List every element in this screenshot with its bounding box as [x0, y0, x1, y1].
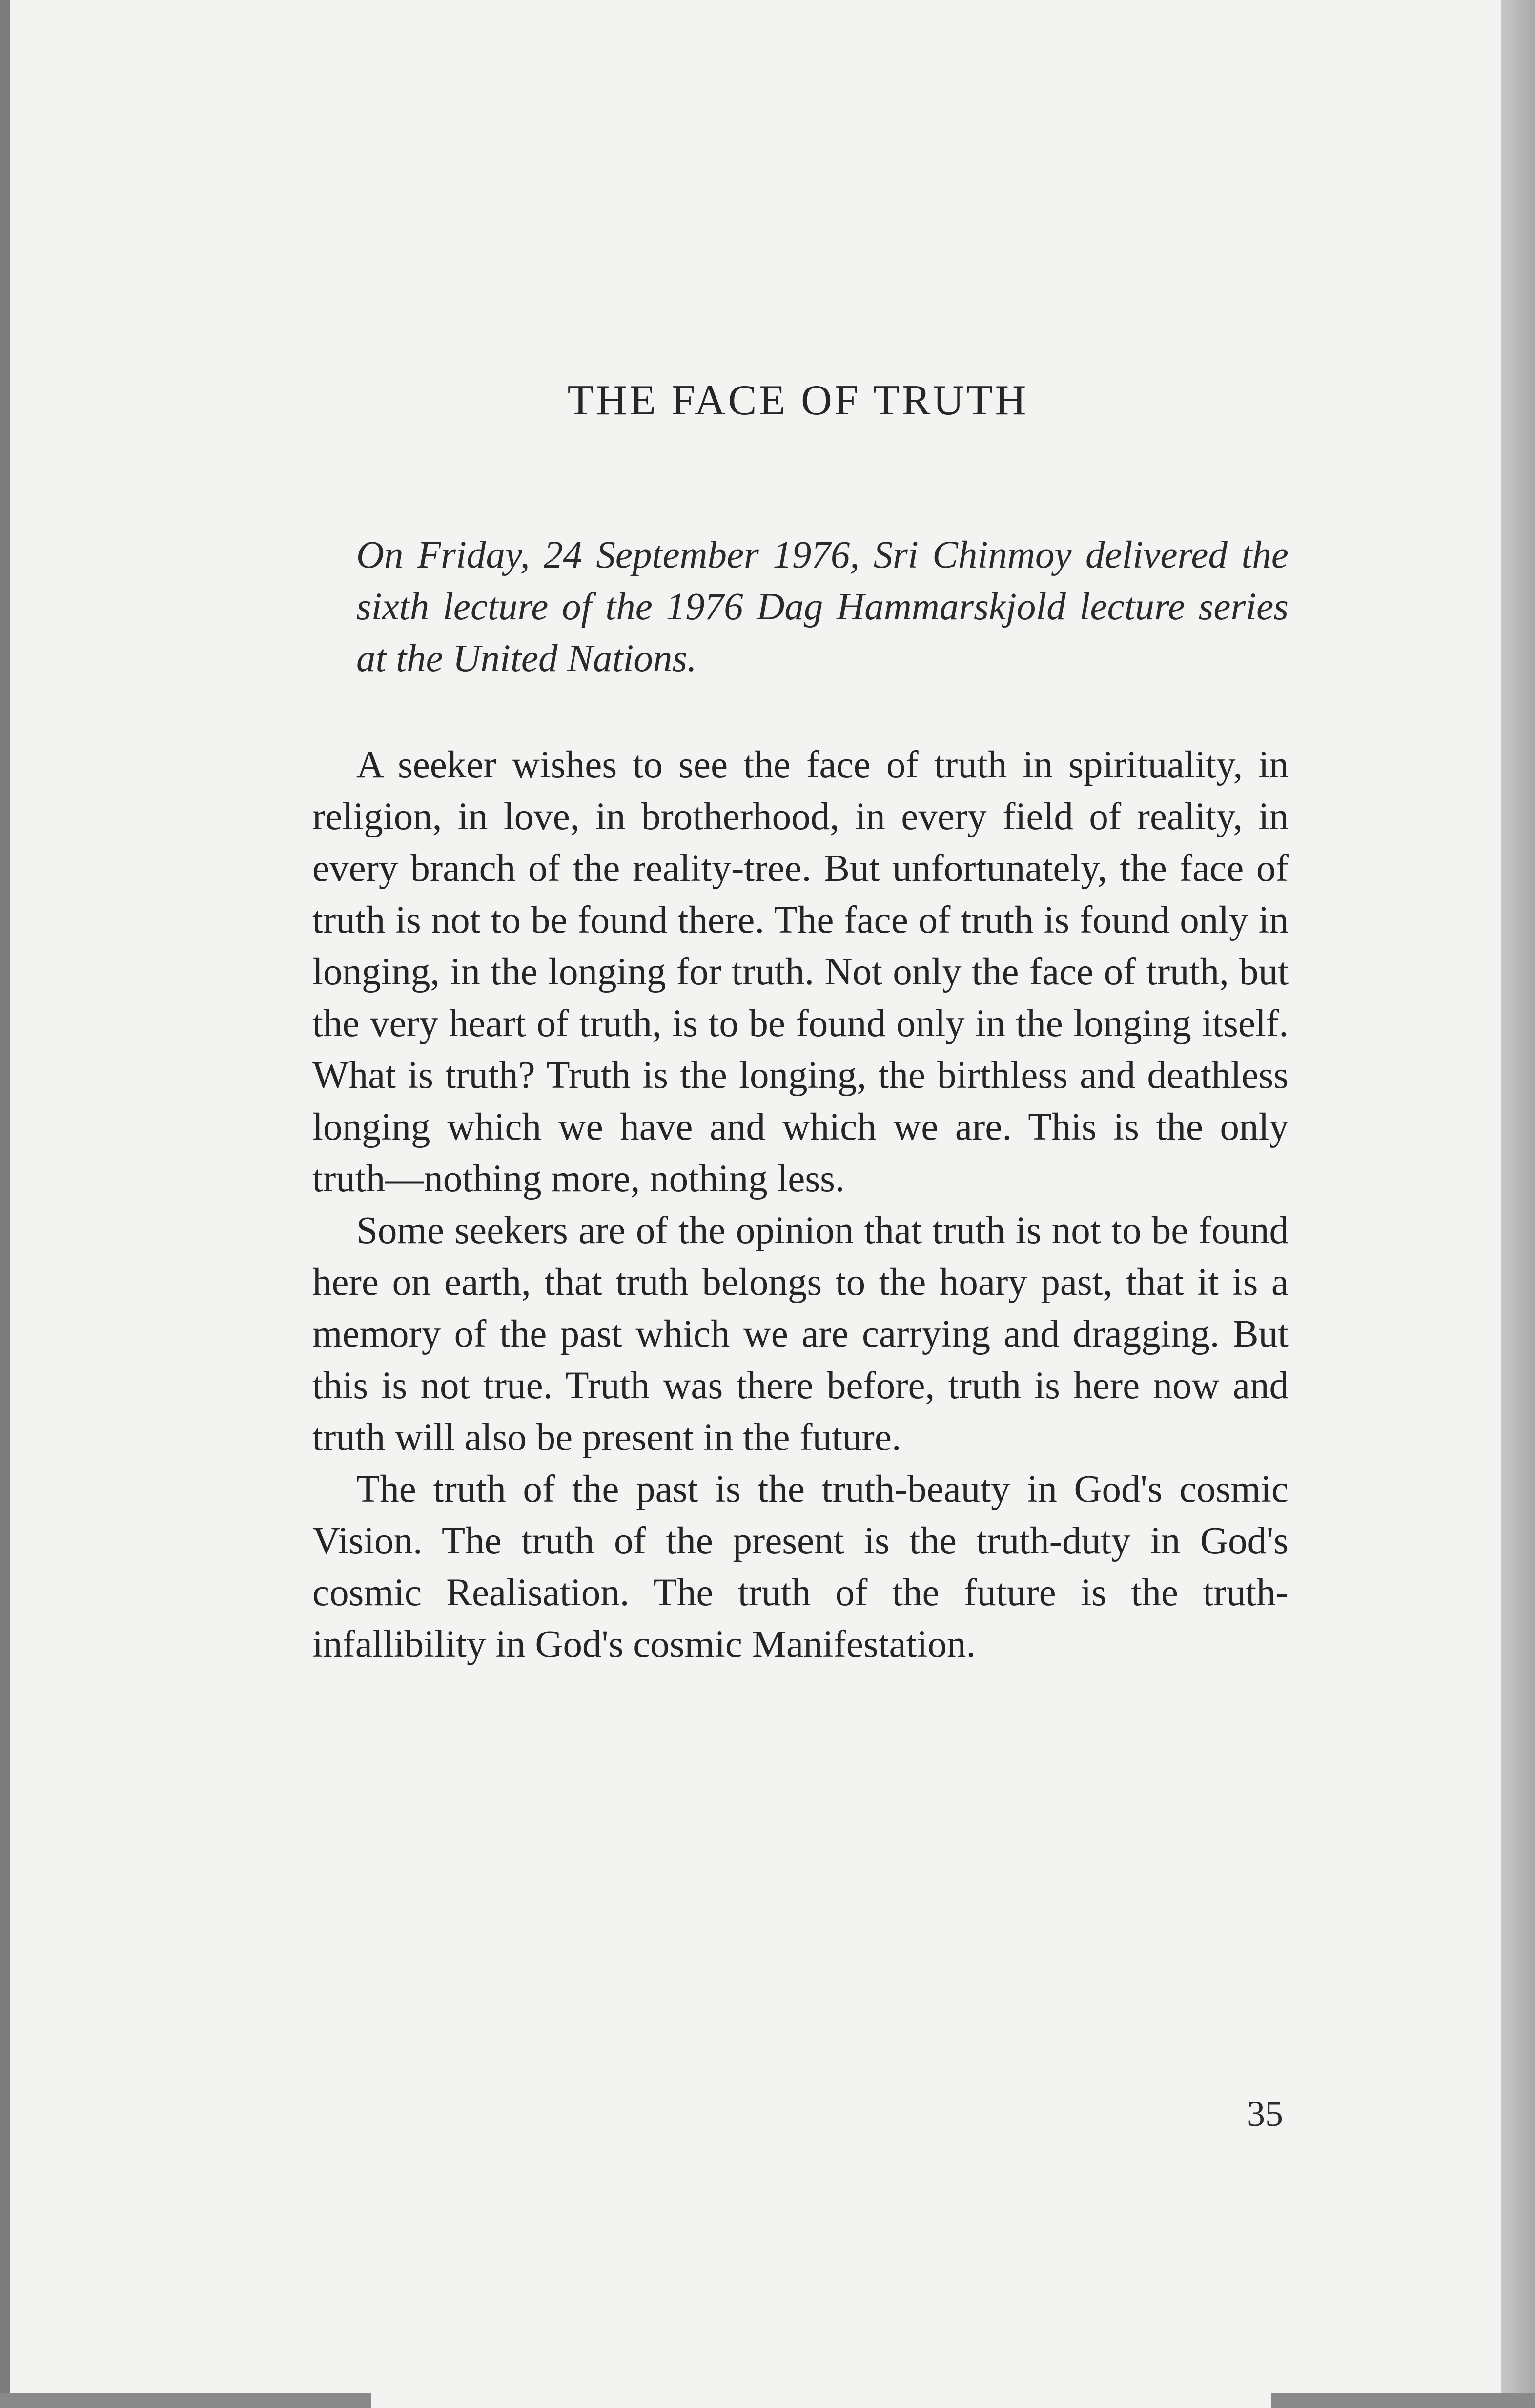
- paragraph-1: A seeker wishes to see the face of truth in spirituality, in religion, in love, in brotherhood, in every field of reality, in every branch of the reality-tree. But unfortunately, the face of truth is not to be found there. The face of truth is found only in longing, in the longing for truth. Not only the face of truth, but the very heart of truth, is to be found only in the longing itself. What is truth? Truth is the longing, the birthless and deathless longing which we have and which we are. This is the only truth—nothing more, nothing less.: [312, 744, 1289, 1200]
- bottom-right-scan-shadow: [1271, 2393, 1535, 2408]
- chapter-title: THE FACE OF TRUTH: [567, 377, 1029, 424]
- body-text: [312, 739, 1289, 1671]
- paragraph-2: Some seekers are of the opinion that truth is not to be found here on earth, that truth belongs to the hoary past, that it is a memory of the past which we are carrying and dragging. But this is not true. Truth was there before, truth is here now and truth will also be present in the future.: [312, 1209, 1289, 1459]
- paragraph-3: The truth of the past is the truth-beauty in God's cosmic Vision. The truth of the present is the truth-duty in God's cosmic Realisation. The truth of the future is the truth-infallibility in God's cosmic Manifestation.: [312, 1468, 1289, 1666]
- left-scan-edge: [0, 0, 10, 2408]
- bottom-left-scan-shadow: [0, 2393, 371, 2408]
- right-scan-edge: [1501, 0, 1535, 2408]
- introductory-note: On Friday, 24 September 1976, Sri Chinmoy delivered the sixth lecture of the 1976 Dag Hammarskjold lecture series at the United Nations.: [356, 534, 1289, 680]
- page-number: 35: [1247, 2094, 1283, 2134]
